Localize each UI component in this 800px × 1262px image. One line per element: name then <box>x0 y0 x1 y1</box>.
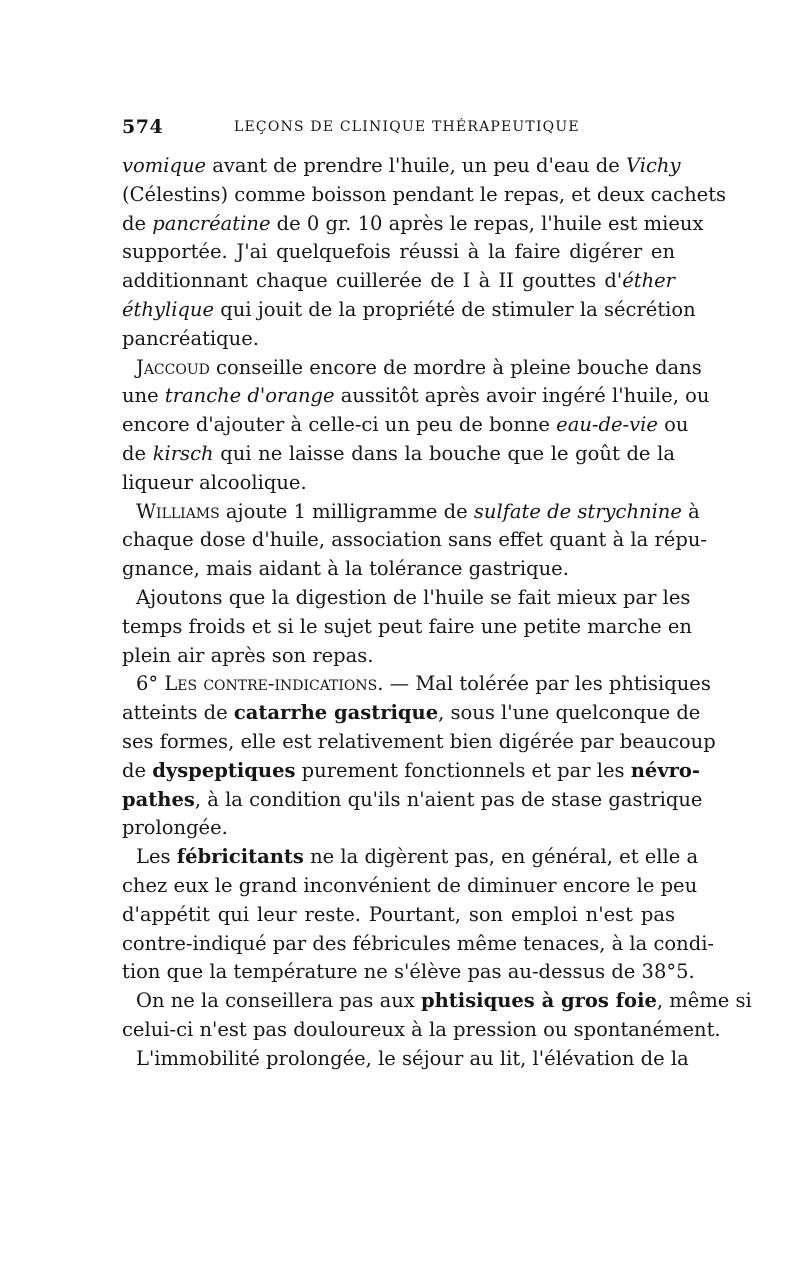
text-run: tion que la température ne s'élève pas au-dessus de 38°5. <box>122 960 695 984</box>
bold-text: névro- <box>630 758 701 782</box>
text-run: gnance, mais aidant à la tolérance gastrique. <box>122 557 569 581</box>
text-line <box>122 642 675 671</box>
text-line <box>122 843 699 872</box>
italic-text: sulfate de strychnine <box>473 499 682 523</box>
text-run: Ajoutons que la digestion de l'huile se fait mieux par les <box>136 585 691 609</box>
italic-text: Vichy <box>626 154 681 177</box>
text-line <box>122 238 675 267</box>
text-line <box>122 1045 689 1074</box>
bold-text: fébricitants <box>176 845 304 869</box>
text-line <box>122 354 702 383</box>
text-line <box>122 411 689 440</box>
page-number: 574 <box>122 116 164 138</box>
italic-text: eau-de-vie <box>556 413 658 437</box>
text-run: celui-ci n'est pas douloureux à la pression ou spontanément. <box>122 1017 721 1041</box>
text-line <box>122 987 752 1016</box>
text-run: temps froids et si le sujet peut faire une petite marche en <box>122 614 692 638</box>
text-run: de <box>122 441 153 465</box>
text-run: ses formes, elle est relativement bien digérée par beaucoup <box>122 729 716 753</box>
text-run: ou <box>657 413 689 437</box>
text-run: à <box>681 499 700 523</box>
text-line <box>122 814 675 843</box>
text-run: de 0 gr. 10 après le repas, l'huile est mieux <box>270 211 704 235</box>
bold-text: catarrhe gastrique <box>233 701 439 725</box>
text-run: contre-indiqué par des fébricules même tenaces, à la condi- <box>122 931 715 955</box>
italic-text: éthylique <box>122 297 215 321</box>
text-run: qui ne laisse dans la bouche que le goût de la <box>213 441 675 465</box>
text-line <box>122 872 698 901</box>
text-line <box>122 1016 721 1045</box>
text-line <box>122 670 711 699</box>
text-run: plein air après son repas. <box>122 643 374 667</box>
text-line <box>122 901 675 930</box>
text-line <box>122 728 716 757</box>
text-run: conseille encore de mordre à pleine bouche dans <box>209 355 702 379</box>
text-run: chaque dose d'huile, association sans effet quant à la répu- <box>122 528 707 552</box>
text-line <box>122 325 675 354</box>
text-run: L'immobilité prolongée, le séjour au lit, l'élévation de la <box>136 1046 689 1070</box>
text-line <box>122 930 715 959</box>
text-run: chez eux le grand inconvénient de diminuer encore le peu <box>122 873 698 897</box>
text-line <box>122 958 695 987</box>
text-run: prolongée. <box>122 816 228 840</box>
text-run: , sous l'une quelconque de <box>438 701 701 725</box>
text-run: additionnant chaque cuillerée de I à II gouttes d' <box>122 269 623 293</box>
text-run: , même si <box>656 989 752 1013</box>
text-run: — Mal tolérée par les phtisiques <box>383 672 711 696</box>
text-run: encore d'ajouter à celle-ci un peu de bonne <box>122 413 557 437</box>
italic-text: vomique <box>122 154 207 177</box>
page-header <box>122 116 682 142</box>
text-line <box>122 152 681 181</box>
text-run: Les <box>136 845 177 869</box>
text-run: supportée. J'ai quelquefois réussi à la faire digérer en <box>122 240 675 264</box>
text-line <box>122 181 727 210</box>
italic-text: éther <box>622 269 675 293</box>
text-run: de <box>122 211 153 235</box>
text-line <box>122 526 707 555</box>
text-run: de <box>122 758 153 782</box>
text-line <box>122 584 691 613</box>
text-line <box>122 296 696 325</box>
text-line <box>122 699 701 728</box>
small-caps-name: Williams <box>136 499 220 523</box>
text-run: une <box>122 384 165 408</box>
bold-text: pathes <box>122 787 195 811</box>
text-line <box>122 555 675 584</box>
italic-text: tranche d'orange <box>164 384 335 408</box>
text-run: purement fonctionnels et par les <box>295 758 631 782</box>
text-run: atteints de <box>122 701 234 725</box>
small-caps-name: Jaccoud <box>136 355 210 379</box>
text-line <box>122 382 710 411</box>
text-line <box>122 757 701 786</box>
text-run: ne la digèrent pas, en général, et elle a <box>303 845 699 869</box>
italic-text: kirsch <box>152 441 214 465</box>
text-run: avant de prendre l'huile, un peu d'eau de <box>206 154 627 177</box>
text-run: liqueur alcoolique. <box>122 470 307 494</box>
text-line <box>122 210 704 239</box>
text-run: On ne la conseillera pas aux <box>136 989 421 1013</box>
text-line <box>122 786 703 815</box>
bold-text: dyspeptiques <box>152 758 296 782</box>
text-run: aussitôt après avoir ingéré l'huile, ou <box>334 384 710 408</box>
text-run: (Célestins) comme boisson pendant le repas, et deux cachets <box>122 182 727 206</box>
text-line <box>122 498 700 527</box>
text-run: pancréatique. <box>122 326 259 350</box>
text-run: d'appétit qui leur reste. Pourtant, son emploi n'est pas <box>122 902 675 926</box>
small-caps-name: Les contre-indications. <box>164 672 384 696</box>
text-run: qui jouit de la propriété de stimuler la sécrétion <box>214 297 696 321</box>
text-line <box>122 267 675 296</box>
text-run: , à la condition qu'ils n'aient pas de stase gastrique <box>194 787 703 811</box>
text-line <box>122 469 675 498</box>
text-line <box>122 440 675 469</box>
text-line <box>122 613 692 642</box>
running-title: LEÇONS DE CLINIQUE THÉRAPEUTIQUE <box>234 119 580 135</box>
text-run: ajoute 1 milligramme de <box>219 499 474 523</box>
bold-text: phtisiques à gros foie <box>420 989 657 1013</box>
text-run: 6° <box>136 672 165 696</box>
body-text <box>122 152 752 1074</box>
italic-text: pancréatine <box>152 211 271 235</box>
